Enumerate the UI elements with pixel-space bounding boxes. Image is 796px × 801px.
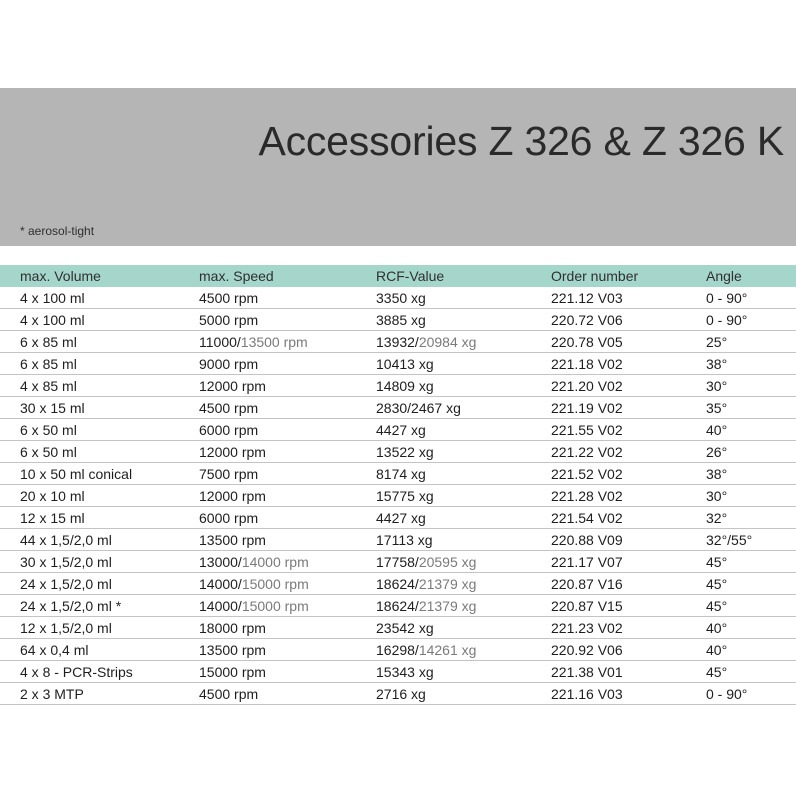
table-row bbox=[0, 639, 796, 661]
cell-angle bbox=[706, 529, 796, 551]
cell-angle bbox=[706, 639, 796, 661]
cell-volume bbox=[0, 639, 199, 661]
cell-angle bbox=[706, 683, 796, 705]
cell-volume bbox=[0, 683, 199, 705]
table-row bbox=[0, 485, 796, 507]
cell-volume bbox=[0, 507, 199, 529]
cell-rcf bbox=[376, 529, 551, 551]
cell-volume bbox=[0, 419, 199, 441]
cell-order-number-value: 220.87 V15 bbox=[551, 597, 623, 614]
accessories-table-container bbox=[0, 265, 796, 705]
cell-rcf-value: 13522 xg bbox=[376, 443, 434, 460]
table-header-row bbox=[0, 265, 796, 287]
cell-speed bbox=[199, 529, 376, 551]
cell-speed-value: 4500 rpm bbox=[199, 289, 259, 306]
cell-rcf-alt-value: 21379 xg bbox=[418, 575, 477, 592]
cell-speed bbox=[199, 595, 376, 617]
cell-angle-value: 32°/55° bbox=[706, 531, 753, 548]
cell-volume-value: 6 x 50 ml bbox=[20, 421, 77, 438]
cell-volume bbox=[0, 661, 199, 683]
cell-speed-value: 9000 rpm bbox=[199, 355, 259, 372]
cell-volume bbox=[0, 287, 199, 309]
cell-volume bbox=[0, 309, 199, 331]
cell-volume bbox=[0, 595, 199, 617]
cell-rcf bbox=[376, 331, 551, 353]
cell-order-number bbox=[551, 419, 706, 441]
cell-angle bbox=[706, 309, 796, 331]
cell-rcf-value: 18624/ bbox=[376, 575, 419, 592]
cell-volume-value: 44 x 1,5/2,0 ml bbox=[20, 531, 112, 548]
cell-rcf bbox=[376, 419, 551, 441]
cell-speed bbox=[199, 419, 376, 441]
cell-rcf-value: 15343 xg bbox=[376, 663, 434, 680]
cell-rcf bbox=[376, 463, 551, 485]
cell-volume bbox=[0, 375, 199, 397]
cell-order-number-value: 221.17 V07 bbox=[551, 553, 623, 570]
table-row bbox=[0, 353, 796, 375]
cell-order-number-value: 221.28 V02 bbox=[551, 487, 623, 504]
cell-rcf bbox=[376, 309, 551, 331]
cell-angle-value: 40° bbox=[706, 421, 728, 438]
cell-volume-value: 4 x 85 ml bbox=[20, 377, 77, 394]
cell-rcf-alt-value: 14261 xg bbox=[418, 641, 477, 658]
cell-rcf bbox=[376, 639, 551, 661]
cell-order-number-value: 221.18 V02 bbox=[551, 355, 623, 372]
cell-speed-value: 13000/ bbox=[199, 553, 242, 570]
cell-order-number-value: 221.55 V02 bbox=[551, 421, 623, 438]
cell-rcf-value: 4427 xg bbox=[376, 421, 426, 438]
cell-order-number bbox=[551, 573, 706, 595]
cell-rcf bbox=[376, 507, 551, 529]
cell-angle bbox=[706, 573, 796, 595]
cell-speed-value: 11000/ bbox=[199, 333, 241, 350]
cell-angle-value: 38° bbox=[706, 465, 728, 482]
cell-order-number bbox=[551, 309, 706, 331]
cell-volume-value: 6 x 85 ml bbox=[20, 355, 77, 372]
cell-order-number-value: 221.23 V02 bbox=[551, 619, 623, 636]
cell-rcf-value: 16298/ bbox=[376, 641, 419, 658]
cell-speed-value: 18000 rpm bbox=[199, 619, 266, 636]
cell-rcf-value: 18624/ bbox=[376, 597, 419, 614]
cell-order-number-value: 220.78 V05 bbox=[551, 333, 623, 350]
cell-rcf-alt-value: 20595 xg bbox=[418, 553, 477, 570]
cell-rcf bbox=[376, 683, 551, 705]
cell-volume bbox=[0, 617, 199, 639]
table-row bbox=[0, 397, 796, 419]
cell-speed-value: 13500 rpm bbox=[199, 641, 266, 658]
cell-speed-value: 6000 rpm bbox=[199, 421, 259, 438]
cell-volume bbox=[0, 551, 199, 573]
cell-volume bbox=[0, 441, 199, 463]
cell-order-number-value: 220.92 V06 bbox=[551, 641, 623, 658]
cell-volume-value: 12 x 15 ml bbox=[20, 509, 85, 526]
cell-rcf bbox=[376, 353, 551, 375]
cell-speed-value: 12000 rpm bbox=[199, 443, 266, 460]
cell-speed bbox=[199, 485, 376, 507]
cell-angle bbox=[706, 507, 796, 529]
cell-angle-value: 38° bbox=[706, 355, 728, 372]
cell-volume-value: 6 x 50 ml bbox=[20, 443, 77, 460]
cell-rcf-value: 3885 xg bbox=[376, 311, 426, 328]
table-row bbox=[0, 287, 796, 309]
cell-order-number bbox=[551, 551, 706, 573]
cell-speed bbox=[199, 309, 376, 331]
cell-angle-value: 32° bbox=[706, 509, 728, 526]
cell-order-number bbox=[551, 595, 706, 617]
cell-angle-value: 30° bbox=[706, 487, 728, 504]
cell-rcf-value: 23542 xg bbox=[376, 619, 434, 636]
cell-speed-value: 4500 rpm bbox=[199, 685, 259, 702]
cell-angle bbox=[706, 397, 796, 419]
cell-speed bbox=[199, 507, 376, 529]
cell-rcf bbox=[376, 287, 551, 309]
cell-angle-value: 45° bbox=[706, 575, 728, 592]
cell-volume bbox=[0, 397, 199, 419]
cell-rcf bbox=[376, 595, 551, 617]
cell-rcf bbox=[376, 397, 551, 419]
cell-volume bbox=[0, 331, 199, 353]
cell-angle bbox=[706, 485, 796, 507]
cell-speed bbox=[199, 573, 376, 595]
table-row bbox=[0, 661, 796, 683]
cell-angle-value: 0 - 90° bbox=[706, 685, 748, 702]
cell-angle bbox=[706, 441, 796, 463]
cell-rcf-value: 8174 xg bbox=[376, 465, 426, 482]
page-title: Accessories Z 326 & Z 326 K bbox=[258, 118, 784, 164]
cell-speed-value: 7500 rpm bbox=[199, 465, 259, 482]
cell-angle-value: 45° bbox=[706, 553, 728, 570]
cell-rcf-value: 17758/ bbox=[376, 553, 419, 570]
cell-order-number-value: 221.22 V02 bbox=[551, 443, 623, 460]
cell-volume-value: 4 x 100 ml bbox=[20, 289, 85, 306]
cell-angle bbox=[706, 353, 796, 375]
cell-order-number-value: 220.88 V09 bbox=[551, 531, 623, 548]
cell-volume bbox=[0, 353, 199, 375]
cell-order-number bbox=[551, 463, 706, 485]
cell-order-number bbox=[551, 617, 706, 639]
cell-rcf-value: 3350 xg bbox=[376, 289, 426, 306]
cell-speed-alt-value: 14000 rpm bbox=[241, 553, 309, 570]
cell-order-number bbox=[551, 485, 706, 507]
cell-volume-value: 30 x 15 ml bbox=[20, 399, 85, 416]
cell-speed bbox=[199, 463, 376, 485]
cell-angle-value: 26° bbox=[706, 443, 728, 460]
cell-volume-value: 10 x 50 ml conical bbox=[20, 465, 133, 482]
cell-volume bbox=[0, 529, 199, 551]
cell-rcf bbox=[376, 661, 551, 683]
cell-speed bbox=[199, 639, 376, 661]
cell-speed bbox=[199, 353, 376, 375]
cell-volume-value: 24 x 1,5/2,0 ml * bbox=[20, 597, 122, 614]
cell-order-number bbox=[551, 639, 706, 661]
cell-speed-alt-value: 13500 rpm bbox=[240, 333, 308, 350]
table-row bbox=[0, 309, 796, 331]
column-header-angle: Angle bbox=[706, 268, 742, 284]
cell-volume-value: 6 x 85 ml bbox=[20, 333, 77, 350]
cell-rcf bbox=[376, 375, 551, 397]
cell-volume bbox=[0, 573, 199, 595]
cell-order-number-value: 221.20 V02 bbox=[551, 377, 623, 394]
cell-angle bbox=[706, 551, 796, 573]
cell-angle-value: 25° bbox=[706, 333, 728, 350]
cell-speed-alt-value: 15000 rpm bbox=[241, 575, 309, 592]
cell-volume-value: 4 x 100 ml bbox=[20, 311, 85, 328]
cell-angle-value: 40° bbox=[706, 641, 728, 658]
cell-rcf bbox=[376, 573, 551, 595]
cell-order-number bbox=[551, 441, 706, 463]
cell-order-number bbox=[551, 661, 706, 683]
cell-volume-value: 24 x 1,5/2,0 ml bbox=[20, 575, 112, 592]
cell-order-number-value: 221.52 V02 bbox=[551, 465, 623, 482]
cell-speed-alt-value: 15000 rpm bbox=[241, 597, 309, 614]
column-header-speed: max. Speed bbox=[199, 268, 274, 284]
column-header-rcf: RCF-Value bbox=[376, 268, 445, 284]
table-row bbox=[0, 463, 796, 485]
cell-order-number bbox=[551, 683, 706, 705]
footnote-aerosol-tight: * aerosol-tight bbox=[20, 224, 95, 238]
cell-volume-value: 2 x 3 MTP bbox=[20, 685, 84, 702]
cell-angle bbox=[706, 617, 796, 639]
cell-volume-value: 30 x 1,5/2,0 ml bbox=[20, 553, 112, 570]
table-row bbox=[0, 595, 796, 617]
cell-speed bbox=[199, 397, 376, 419]
cell-volume bbox=[0, 485, 199, 507]
cell-rcf bbox=[376, 617, 551, 639]
cell-speed bbox=[199, 683, 376, 705]
cell-speed-value: 12000 rpm bbox=[199, 487, 266, 504]
cell-angle-value: 35° bbox=[706, 399, 728, 416]
cell-volume-value: 4 x 8 - PCR-Strips bbox=[20, 663, 133, 680]
cell-speed-value: 5000 rpm bbox=[199, 311, 259, 328]
cell-rcf-value: 14809 xg bbox=[376, 377, 434, 394]
cell-speed bbox=[199, 661, 376, 683]
table-body bbox=[0, 287, 796, 705]
cell-speed bbox=[199, 551, 376, 573]
cell-angle-value: 30° bbox=[706, 377, 728, 394]
cell-order-number bbox=[551, 287, 706, 309]
cell-rcf-value: 13932/ bbox=[376, 333, 419, 350]
cell-angle bbox=[706, 661, 796, 683]
cell-angle bbox=[706, 419, 796, 441]
cell-rcf-value: 17113 xg bbox=[376, 531, 433, 548]
cell-rcf-alt-value: 20984 xg bbox=[418, 333, 477, 350]
table-row bbox=[0, 419, 796, 441]
accessories-table bbox=[0, 265, 796, 705]
cell-angle bbox=[706, 375, 796, 397]
cell-angle bbox=[706, 463, 796, 485]
cell-angle-value: 0 - 90° bbox=[706, 311, 748, 328]
cell-speed-value: 4500 rpm bbox=[199, 399, 259, 416]
table-row bbox=[0, 683, 796, 705]
cell-angle bbox=[706, 287, 796, 309]
table-row bbox=[0, 529, 796, 551]
cell-order-number-value: 221.19 V02 bbox=[551, 399, 623, 416]
cell-speed bbox=[199, 331, 376, 353]
cell-rcf bbox=[376, 551, 551, 573]
table-row bbox=[0, 573, 796, 595]
cell-angle-value: 40° bbox=[706, 619, 728, 636]
cell-speed-value: 13500 rpm bbox=[199, 531, 266, 548]
cell-speed bbox=[199, 375, 376, 397]
table-row bbox=[0, 507, 796, 529]
cell-speed-value: 6000 rpm bbox=[199, 509, 259, 526]
cell-angle-value: 45° bbox=[706, 663, 728, 680]
cell-speed-value: 12000 rpm bbox=[199, 377, 266, 394]
cell-volume bbox=[0, 463, 199, 485]
cell-rcf-value: 10413 xg bbox=[376, 355, 434, 372]
cell-volume-value: 64 x 0,4 ml bbox=[20, 641, 89, 658]
cell-angle bbox=[706, 331, 796, 353]
cell-order-number-value: 221.54 V02 bbox=[551, 509, 623, 526]
cell-speed bbox=[199, 441, 376, 463]
table-row bbox=[0, 375, 796, 397]
cell-order-number bbox=[551, 375, 706, 397]
cell-volume-value: 12 x 1,5/2,0 ml bbox=[20, 619, 112, 636]
cell-order-number-value: 221.12 V03 bbox=[551, 289, 623, 306]
column-header-order-number: Order number bbox=[551, 268, 639, 284]
cell-rcf-value: 2716 xg bbox=[376, 685, 426, 702]
table-row bbox=[0, 551, 796, 573]
cell-speed bbox=[199, 617, 376, 639]
cell-rcf-value: 4427 xg bbox=[376, 509, 426, 526]
table-row bbox=[0, 331, 796, 353]
cell-volume-value: 20 x 10 ml bbox=[20, 487, 85, 504]
title-banner bbox=[0, 88, 796, 246]
cell-order-number-value: 221.38 V01 bbox=[551, 663, 623, 680]
cell-speed bbox=[199, 287, 376, 309]
table-row bbox=[0, 441, 796, 463]
cell-order-number bbox=[551, 397, 706, 419]
cell-speed-value: 15000 rpm bbox=[199, 663, 266, 680]
cell-order-number bbox=[551, 529, 706, 551]
column-header-volume: max. Volume bbox=[20, 268, 101, 284]
cell-rcf-value: 15775 xg bbox=[376, 487, 434, 504]
cell-angle bbox=[706, 595, 796, 617]
table-row bbox=[0, 617, 796, 639]
cell-order-number bbox=[551, 507, 706, 529]
cell-order-number-value: 220.72 V06 bbox=[551, 311, 623, 328]
cell-speed-value: 14000/ bbox=[199, 597, 242, 614]
cell-rcf bbox=[376, 441, 551, 463]
cell-rcf-value: 2830/2467 xg bbox=[376, 399, 461, 416]
cell-order-number-value: 220.87 V16 bbox=[551, 575, 623, 592]
cell-rcf-alt-value: 21379 xg bbox=[418, 597, 477, 614]
cell-order-number bbox=[551, 353, 706, 375]
cell-speed-value: 14000/ bbox=[199, 575, 242, 592]
cell-angle-value: 0 - 90° bbox=[706, 289, 748, 306]
cell-order-number-value: 221.16 V03 bbox=[551, 685, 623, 702]
cell-angle-value: 45° bbox=[706, 597, 728, 614]
cell-rcf bbox=[376, 485, 551, 507]
cell-order-number bbox=[551, 331, 706, 353]
